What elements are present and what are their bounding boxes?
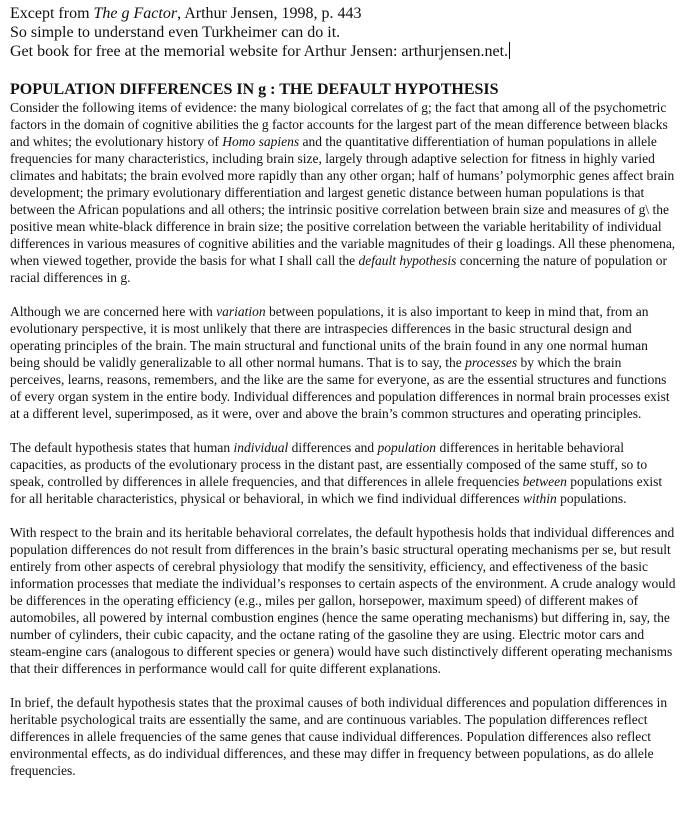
paragraph-1: [10, 99, 678, 286]
book-title: The g Factor: [93, 5, 178, 22]
document-page: [10, 4, 678, 779]
p3-italic-individual: individual: [233, 440, 289, 455]
section-heading: POPULATION DIFFERENCES IN g : THE DEFAULT HYPOTHESIS: [10, 81, 499, 98]
p3-text-a: The default hypothesis states that human: [10, 440, 234, 455]
paragraph-2: [10, 303, 678, 422]
p2-text-c: between populations, it is also important to keep in mind that, from an evolutionary perspective, it is most unlikely that there are intraspecies differences in the basic structural design and operating principles of the brain. The main structural and functional units of the brain found in any one normal human being should be validly generalizable to all other normal humans. That is to say, the: [10, 304, 649, 370]
p3-text-i: populations.: [556, 491, 627, 506]
p2-text-e: by which the brain perceives, learns, reasons, remembers, and the like are the same for everyone, as are the essential structures and functions of every organ system in the entire body. Individual differences and population differences in normal brain processes exist at a different level, superimposed, as it were, over and above the brain’s common structures and operating principles.: [10, 355, 670, 421]
p1-italic-default-hypothesis: default hypothesis: [358, 253, 457, 268]
p3-text-c: differences and: [288, 440, 378, 455]
excerpt-prefix: Except from: [10, 5, 94, 22]
excerpt-suffix: , Arthur Jensen, 1998, p. 443: [177, 5, 362, 22]
p1-text-a: Consider the following items of evidence: the many biological correlates of g; the fact that among all of the psychometric factors in the domain of cognitive abilities the g factor accounts for the largest part of the mean difference between blacks and whites; the evolutionary history of: [10, 100, 668, 149]
text-cursor: [509, 42, 510, 59]
tagline-line: So simple to understand even Turkheimer can do it.: [10, 24, 341, 41]
p2-text-a: Although we are concerned here with: [10, 304, 217, 319]
p1-text-c: and the quantitative differentiation of human populations in allele frequencies for many characteristics, including brain size, largely through adaptive selection for fitness in highly varied climates and habitats; the brain evolved more rapidly than any other organ; half of humans’ polymorphic genes affect brain development; the primary evolutionary differentiation and largest genetic distance between human populations is that between the African populations and all others; the intrinsic positive correlation between brain size and measures of g\ the positive mean white-black difference in brain size; the positive correlation between the variable heritability of individual differences in various measures of cognitive abilities and the variable magnitudes of their g loadings. All these phenomena, when viewed together, provide the basis for what I shall call the: [10, 134, 676, 268]
excerpt-source-line: [10, 4, 678, 23]
website-line[interactable]: [10, 42, 678, 61]
p3-italic-within: within: [522, 491, 557, 506]
paragraph-3: [10, 439, 678, 507]
paragraph-4: With respect to the brain and its heritable behavioral correlates, the default hypothesis holds that individual differences and population differences do not result from differences in the brain’s basic structural operating mechanisms per se, but result entirely from other aspects of cerebral physiology that modify the sensitivity, efficiency, and effectiveness of the basic information processes that mediate the individual’s responses to certain aspects of the environment. A crude analogy would be differences in the operating efficiency (e.g., miles per gallon, horsepower, maximum speed) of different makes of automobiles, all powered by internal combustion engines (hence the same operating mechanisms) but differing in, say, the number of cylinders, their cubic capacity, and the octane rating of the gasoline they are using. Electric motor cars and steam-engine cars (analogous to different species or genera) would have such distinctively different operating mechanisms that their differences in performance would call for quite different explanations.: [10, 525, 676, 676]
p1-italic-homo-sapiens: Homo sapiens: [222, 134, 300, 149]
website-text: Get book for free at the memorial website for Arthur Jensen: arthurjensen.net.: [10, 43, 509, 60]
p3-text-g: populations exist for all heritable characteristics, physical or behavioral, in which we find individual differences: [10, 474, 663, 506]
p2-italic-processes: processes: [465, 355, 518, 370]
p3-text-e: differences in heritable behavioral capacities, as products of the evolutionary process in the distant past, are essentially composed of the same stuff, so to speak, controlled by differences in allele frequencies, and that differences in allele frequencies: [10, 440, 648, 489]
p3-italic-between: between: [522, 474, 567, 489]
paragraph-5: In brief, the default hypothesis states that the proximal causes of both individual differences and population differences in heritable psychological traits are essentially the same, and are continuous variables. The population differences reflect differences in allele frequencies of the same genes that cause individual differences. Population differences also reflect environmental effects, as do individual differences, and these may differ in frequency between populations, as do allele frequencies.: [10, 695, 668, 778]
p3-italic-population: population: [377, 440, 437, 455]
p2-italic-variation: variation: [216, 304, 266, 319]
p1-text-e: concerning the nature of population or racial differences in g.: [10, 253, 668, 285]
